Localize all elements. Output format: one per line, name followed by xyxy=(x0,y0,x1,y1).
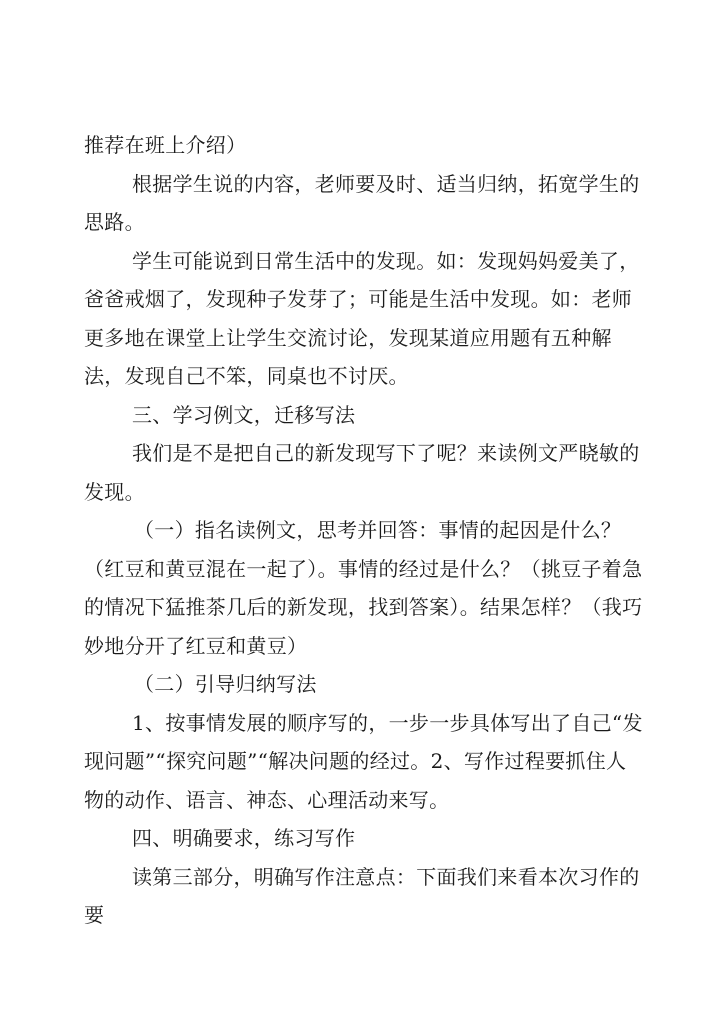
document-body xyxy=(84,126,644,935)
section-heading-requirements: 四、明确要求，练习写作 xyxy=(132,826,356,850)
section-heading-learn-example: 三、学习例文，迁移写法 xyxy=(132,402,356,427)
paragraph-read-part-three: 读第三部分，明确写作注意点：下面我们来看本次习作的要 xyxy=(84,864,640,927)
paragraph-writing-method: 1、按事情发展的顺序写的，一步一步具体写出了自己“发现问题”“探究问题”“解决问题的经过。2、写作过程要抓住人物的动作、语言、神态、心理活动来写。 xyxy=(84,710,643,812)
paragraph-read-example: 我们是不是把自己的新发现写下了呢？来读例文严晓敏的发现。 xyxy=(84,441,640,504)
paragraph-student-discoveries: 学生可能说到日常生活中的发现。如：发现妈妈爱美了，爸爸戒烟了，发现种子发芽了；可能是生活中发现。如：老师更多地在课堂上让学生交流讨论，发现某道应用题有五种解法，发现自己不笨，同桌也不讨厌。 xyxy=(84,248,640,388)
paragraph-teacher-summary: 根据学生说的内容，老师要及时、适当归纳，拓宽学生的思路。 xyxy=(84,171,640,234)
subheading-step-two: （二）引导归纳写法 xyxy=(134,672,317,696)
paragraph-step-one: （一）指名读例文，思考并回答：事情的起因是什么？（红豆和黄豆混在一起了）。事情的经过是什么？（挑豆子着急的情况下猛推茶几后的新发现，找到答案）。结果怎样？（我巧妙地分开了红豆和黄豆） xyxy=(84,518,643,658)
paragraph-continuation: 推荐在班上介绍） xyxy=(84,133,247,157)
